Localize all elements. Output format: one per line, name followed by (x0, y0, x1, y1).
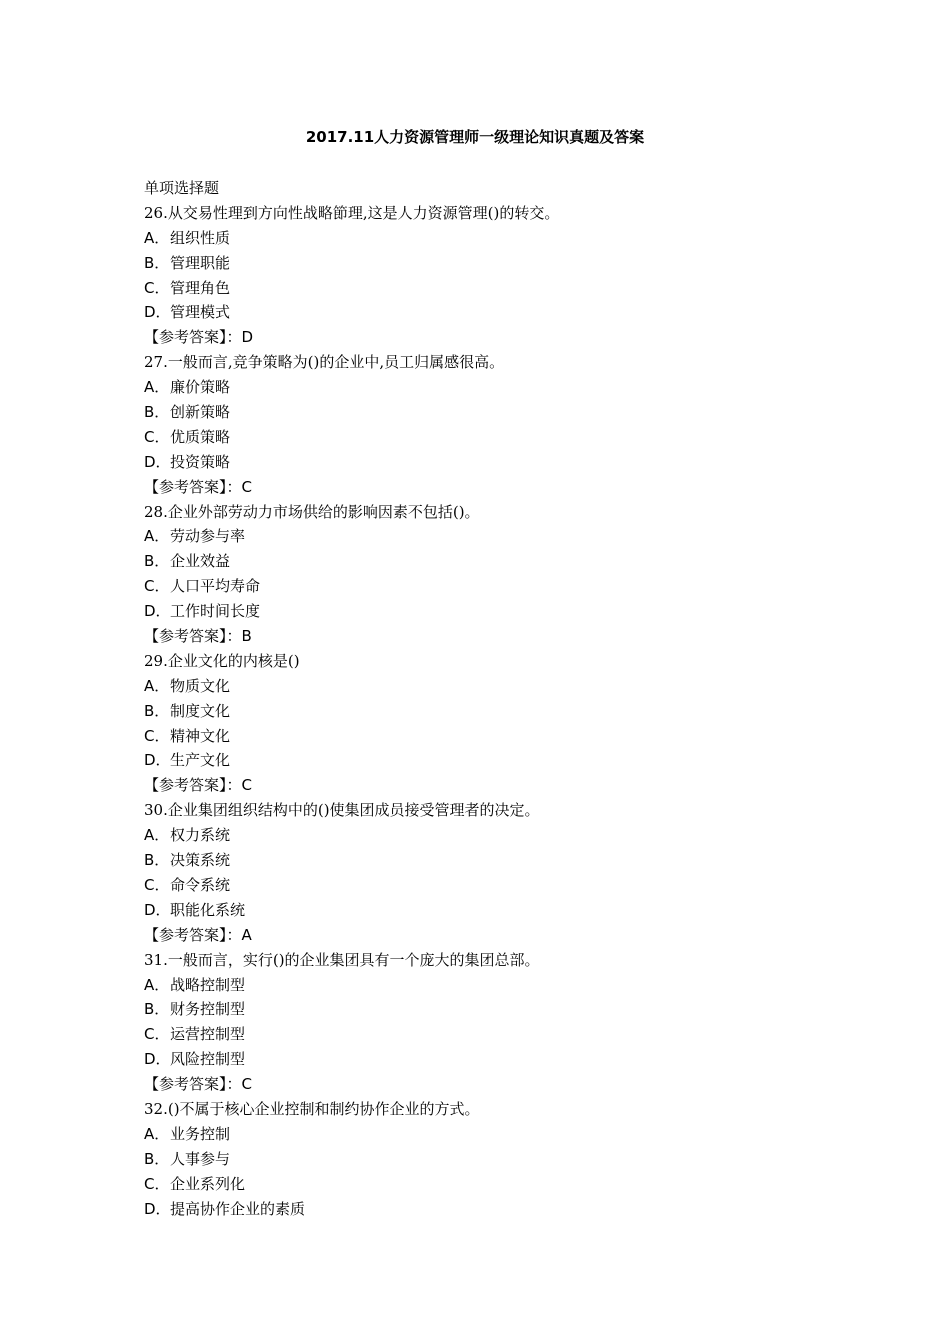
answer-option (144, 524, 824, 549)
option-text: 工作时间长度 (170, 602, 261, 621)
answer-option (144, 674, 824, 699)
answer-option (144, 1122, 824, 1147)
reference-answer-value: C (241, 1075, 252, 1094)
option-letter: D． (144, 602, 171, 621)
reference-answer-value: C (241, 776, 252, 795)
option-letter: A． (144, 1124, 170, 1143)
reference-answer (144, 624, 824, 649)
question-stem: 32.()不属于核心企业控制和制约协作企业的方式。 (144, 1099, 480, 1118)
answer-option (144, 699, 824, 724)
question-stem: 27.一般而言,竞争策略为()的企业中,员工归属感很高。 (144, 353, 505, 372)
option-letter: B． (144, 552, 170, 571)
answer-option (144, 425, 824, 450)
option-letter: A． (144, 527, 170, 546)
question-stem: 31.一般而言，实行()的企业集团具有一个庞大的集团总部。 (144, 950, 540, 969)
option-text: 生产文化 (170, 751, 231, 770)
question-stem: 26.从交易性理到方向性战略節理,这是人力资源管理()的转交。 (144, 203, 560, 222)
answer-option (144, 898, 824, 923)
option-letter: D． (144, 303, 171, 322)
answer-option (144, 873, 824, 898)
option-text: 人口平均寿命 (170, 577, 261, 596)
answer-option (144, 997, 824, 1022)
answer-option (144, 1147, 824, 1172)
option-text: 劳动参与率 (170, 527, 246, 546)
option-letter: D． (144, 900, 171, 919)
answer-option (144, 549, 824, 574)
option-letter: A． (144, 378, 170, 397)
option-letter: B． (144, 851, 170, 870)
document-body (144, 176, 824, 1221)
option-letter: A． (144, 228, 170, 247)
option-letter: D． (144, 1199, 171, 1218)
question-stem: 29.企业文化的内核是() (144, 651, 300, 670)
option-text: 决策系统 (170, 851, 231, 870)
option-letter: A． (144, 826, 170, 845)
reference-answer-value: B (241, 627, 252, 646)
answer-option (144, 450, 824, 475)
option-text: 提高协作企业的素质 (170, 1199, 306, 1218)
answer-option (144, 251, 824, 276)
option-letter: B． (144, 1000, 170, 1019)
option-letter: C． (144, 1025, 170, 1044)
option-text: 管理模式 (170, 303, 231, 322)
reference-answer-label: 【参考答案】： (144, 627, 242, 646)
answer-option (144, 1047, 824, 1072)
answer-option (144, 973, 824, 998)
answer-option (144, 226, 824, 251)
option-letter: C． (144, 427, 170, 446)
reference-answer-label: 【参考答案】： (144, 328, 242, 347)
reference-answer-label: 【参考答案】： (144, 1075, 242, 1094)
option-text: 风险控制型 (170, 1050, 246, 1069)
option-letter: C． (144, 278, 170, 297)
option-letter: B． (144, 701, 170, 720)
option-text: 优质策略 (170, 427, 231, 446)
question-list (144, 201, 824, 1222)
option-letter: D． (144, 452, 171, 471)
answer-option (144, 300, 824, 325)
reference-answer-label: 【参考答案】： (144, 925, 242, 944)
reference-answer-label: 【参考答案】： (144, 477, 242, 496)
answer-option (144, 748, 824, 773)
question-stem: 30.企业集团组织结构中的()使集团成员接受管理者的决定。 (144, 801, 540, 820)
option-text: 管理职能 (170, 253, 231, 272)
option-text: 业务控制 (170, 1124, 231, 1143)
reference-answer (144, 773, 824, 798)
option-text: 命令系统 (170, 875, 231, 894)
answer-option (144, 599, 824, 624)
option-letter: B． (144, 253, 170, 272)
reference-answer-value: D (241, 328, 254, 347)
reference-answer (144, 1072, 824, 1097)
option-letter: A． (144, 676, 170, 695)
answer-option (144, 1197, 824, 1222)
answer-option (144, 823, 824, 848)
reference-answer (144, 325, 824, 350)
answer-option (144, 724, 824, 749)
option-letter: B． (144, 1149, 170, 1168)
answer-option (144, 1022, 824, 1047)
option-text: 组织性质 (170, 228, 231, 247)
reference-answer-value: C (241, 477, 252, 496)
option-letter: C． (144, 726, 170, 745)
option-text: 创新策略 (170, 403, 231, 422)
option-letter: D． (144, 1050, 171, 1069)
option-text: 廉价策略 (170, 378, 231, 397)
option-letter: B． (144, 403, 170, 422)
option-text: 职能化系统 (170, 900, 246, 919)
answer-option (144, 400, 824, 425)
option-letter: A． (144, 975, 170, 994)
option-letter: D． (144, 751, 171, 770)
answer-option (144, 1172, 824, 1197)
option-text: 权力系统 (170, 826, 231, 845)
option-text: 物质文化 (170, 676, 231, 695)
option-letter: C． (144, 875, 170, 894)
option-text: 企业效益 (170, 552, 231, 571)
option-text: 管理角色 (170, 278, 231, 297)
option-text: 运营控制型 (170, 1025, 246, 1044)
option-text: 投资策略 (170, 452, 231, 471)
option-text: 财务控制型 (170, 1000, 246, 1019)
section-heading: 单项选择题 (144, 179, 220, 197)
reference-answer (144, 923, 824, 948)
option-text: 精神文化 (170, 726, 231, 745)
document-title: 2017.11人力资源管理师一级理论知识真题及答案 (305, 128, 645, 146)
answer-option (144, 574, 824, 599)
option-letter: C． (144, 1174, 170, 1193)
option-letter: C． (144, 577, 170, 596)
question-stem: 28.企业外部劳动力市场供给的影响因素不包括()。 (144, 502, 480, 521)
reference-answer-value: A (241, 925, 252, 944)
answer-option (144, 375, 824, 400)
answer-option (144, 276, 824, 301)
option-text: 战略控制型 (170, 975, 246, 994)
option-text: 企业系列化 (170, 1174, 246, 1193)
option-text: 制度文化 (170, 701, 231, 720)
reference-answer (144, 475, 824, 500)
option-text: 人事参与 (170, 1149, 231, 1168)
reference-answer-label: 【参考答案】： (144, 776, 242, 795)
answer-option (144, 848, 824, 873)
